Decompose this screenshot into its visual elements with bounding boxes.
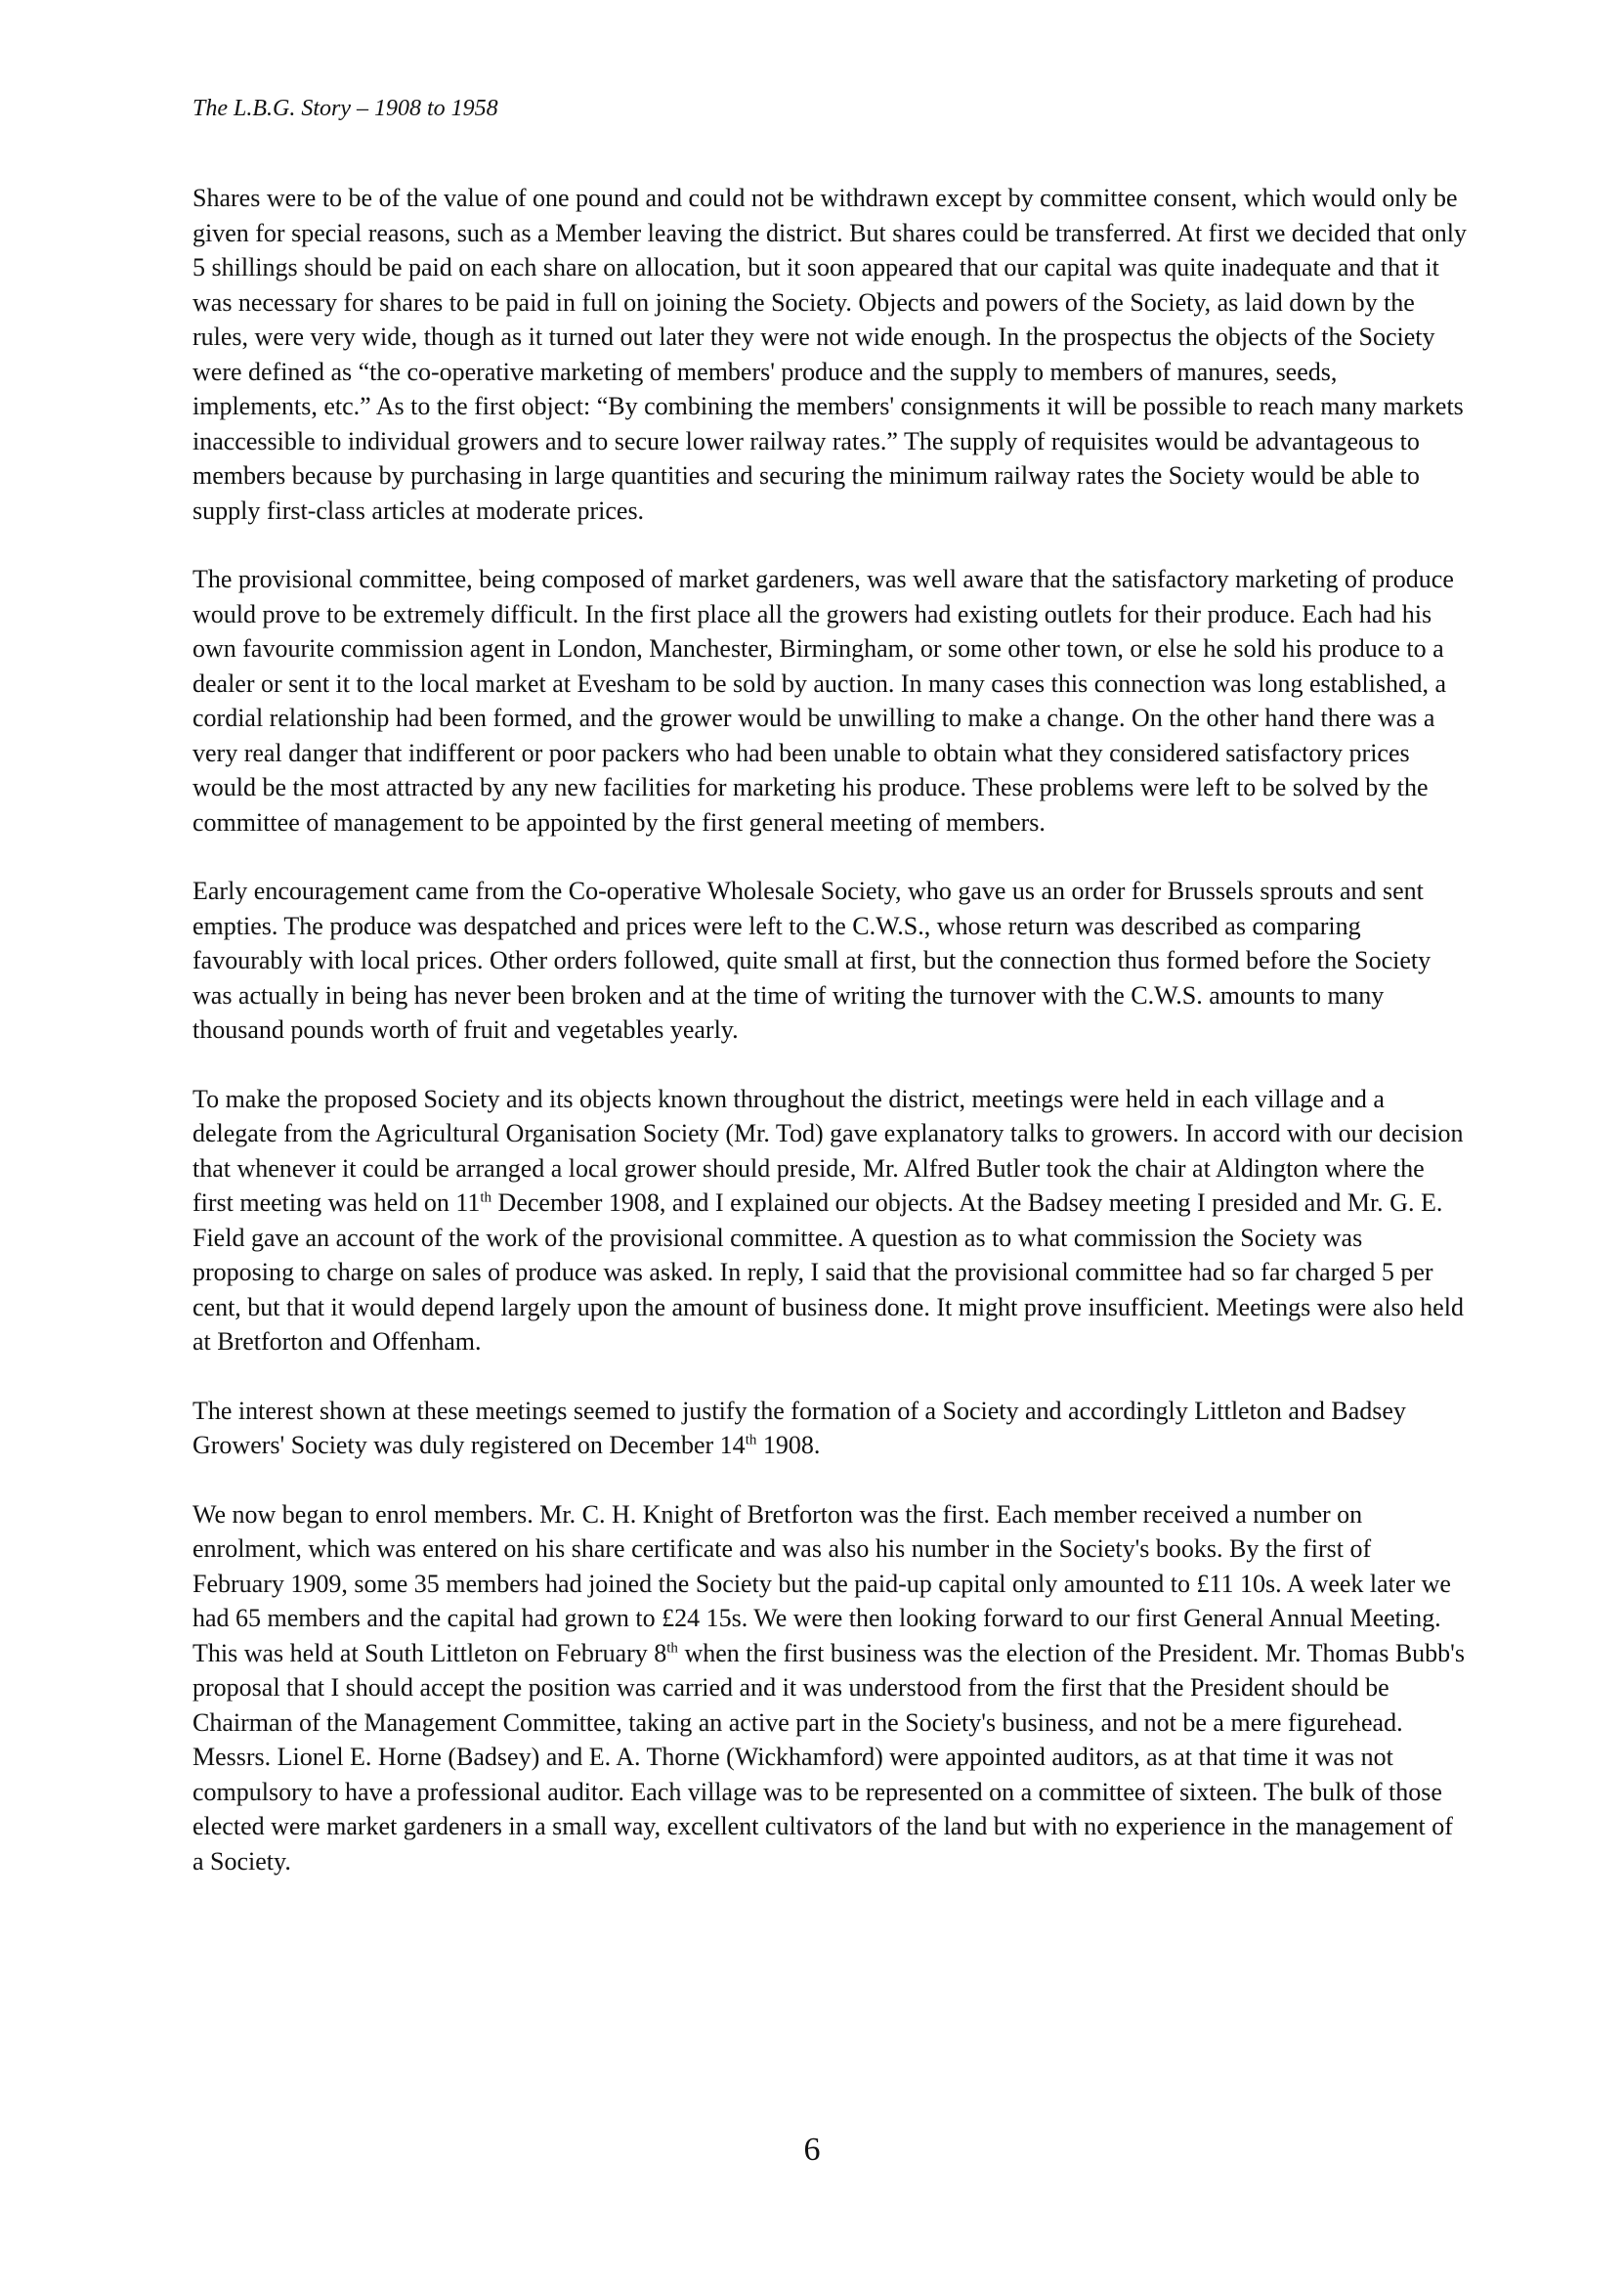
paragraph-registration-text-a: The interest shown at these meetings seemed to justify the formation of a Society and accordingly Littleton and Badsey Growers' Society was duly registered on December 14 (192, 1396, 1406, 1459)
page-header: The L.B.G. Story – 1908 to 1958 (192, 96, 498, 121)
paragraph-provisional-committee: The provisional committee, being composed of market gardeners, was well aware that the satisfactory marketing of produce would prove to be extremely difficult. In the first place all the growers had existing outlets for their produce. Each had his own favourite commission agent in London, Manchester, Birmingham, or some other town, or else he sold his produce to a dealer or sent it to the local market at Evesham to be sold by auction. In many cases this connection was long established, a cordial relationship had been formed, and the grower would be unwilling to make a change. On the other hand there was a very real danger that indifferent or poor packers who had been unable to obtain what they considered satisfactory prices would be the most attracted by any new facilities for marketing his produce. These problems were left to be solved by the committee of management to be appointed by the first general meeting of members. (192, 565, 1454, 837)
paragraph-meetings-text-a: To make the proposed Society and its objects known throughout the district, meetings were held in each village and a delegate from the Agricultural Organisation Society (Mr. Tod) gave explanatory talks to growers. In accord with our decision that whenever it could be arranged a local grower should preside, Mr. Alfred Butler took the chair at Aldington where the first meeting was held on 11 (192, 1084, 1464, 1217)
paragraph-early-encouragement: Early encouragement came from the Co-operative Wholesale Society, who gave us an order for Brussels sprouts and sent empties. The produce was despatched and prices were left to the C.W.S., whose return was described as comparing favourably with local prices. Other orders followed, quite small at first, but the connection thus formed before the Society was actually in being has never been broken and at the time of writing the turnover with the C.W.S. amounts to many thousand pounds worth of fruit and vegetables yearly. (192, 877, 1432, 1044)
ordinal-suffix: th (480, 1189, 492, 1206)
paragraph-enrolment-text-a: We now began to enrol members. Mr. C. H. Knight of Bretforton was the first. Each member received a number on enrolment, which was entered on his share certificate and was also his number in the Society's books. By the first of February 1909, some 35 members had joined the Society but the paid-up capital only amounted to £11 10s. A week later we had 65 members and the capital had grown to £24 15s. We were then looking forward to our first General Annual Meeting. This was held at South Littleton on February 8 (192, 1499, 1451, 1667)
paragraph-meetings-text-b: December 1908, and I explained our objects. At the Badsey meeting I presided and Mr. G. E. Field gave an account of the work of the provisional committee. A question as to what commission the Society was proposing to charge on sales of produce was asked. In reply, I said that the provisional committee had so far charged 5 per cent, but that it would depend largely upon the amount of business done. It might prove insufficient. Meetings were also held at Bretforton and Offenham. (192, 1188, 1464, 1356)
paragraph-registration (192, 1394, 1468, 1463)
paragraph-shares: Shares were to be of the value of one pound and could not be withdrawn except by committee consent, which would only be given for special reasons, such as a Member leaving the district. But shares could be transferred. At first we decided that only 5 shillings should be paid on each share on allocation, but it soon appeared that our capital was quite inadequate and that it was necessary for shares to be paid in full on joining the Society. Objects and powers of the Society, as laid down by the rules, were very wide, though as it turned out later they were not wide enough. In the prospectus the objects of the Society were defined as “the co-operative marketing of members' produce and the supply to members of manures, seeds, implements, etc.” As to the first object: “By combining the members' consignments it will be possible to reach many markets inaccessible to individual growers and to secure lower railway rates.” The supply of requisites would be advantageous to members because by purchasing in large quantities and securing the minimum railway rates the Society would be able to supply first-class articles at moderate prices. (192, 184, 1467, 525)
paragraph-registration-text-b: 1908. (756, 1431, 821, 1459)
document-body (192, 181, 1468, 1913)
page-number: 6 (803, 2132, 821, 2168)
ordinal-suffix: th (666, 1639, 678, 1656)
paragraph-meetings (192, 1082, 1468, 1359)
ordinal-suffix: th (745, 1432, 757, 1448)
paragraph-enrolment (192, 1497, 1468, 1879)
paragraph-enrolment-text-b: when the first business was the election of the President. Mr. Thomas Bubb's proposal that I should accept the position was carried and it was understood from the first that the President should be Chairman of the Management Committee, taking an active part in the Society's business, and not be a mere figurehead. Messrs. Lionel E. Horne (Badsey) and E. A. Thorne (Wickhamford) were appointed auditors, as at that time it was not compulsory to have a professional auditor. Each village was to be represented on a committee of sixteen. The bulk of those elected were market gardeners in a small way, excellent cultivators of the land but with no experience in the management of a Society. (192, 1638, 1465, 1876)
